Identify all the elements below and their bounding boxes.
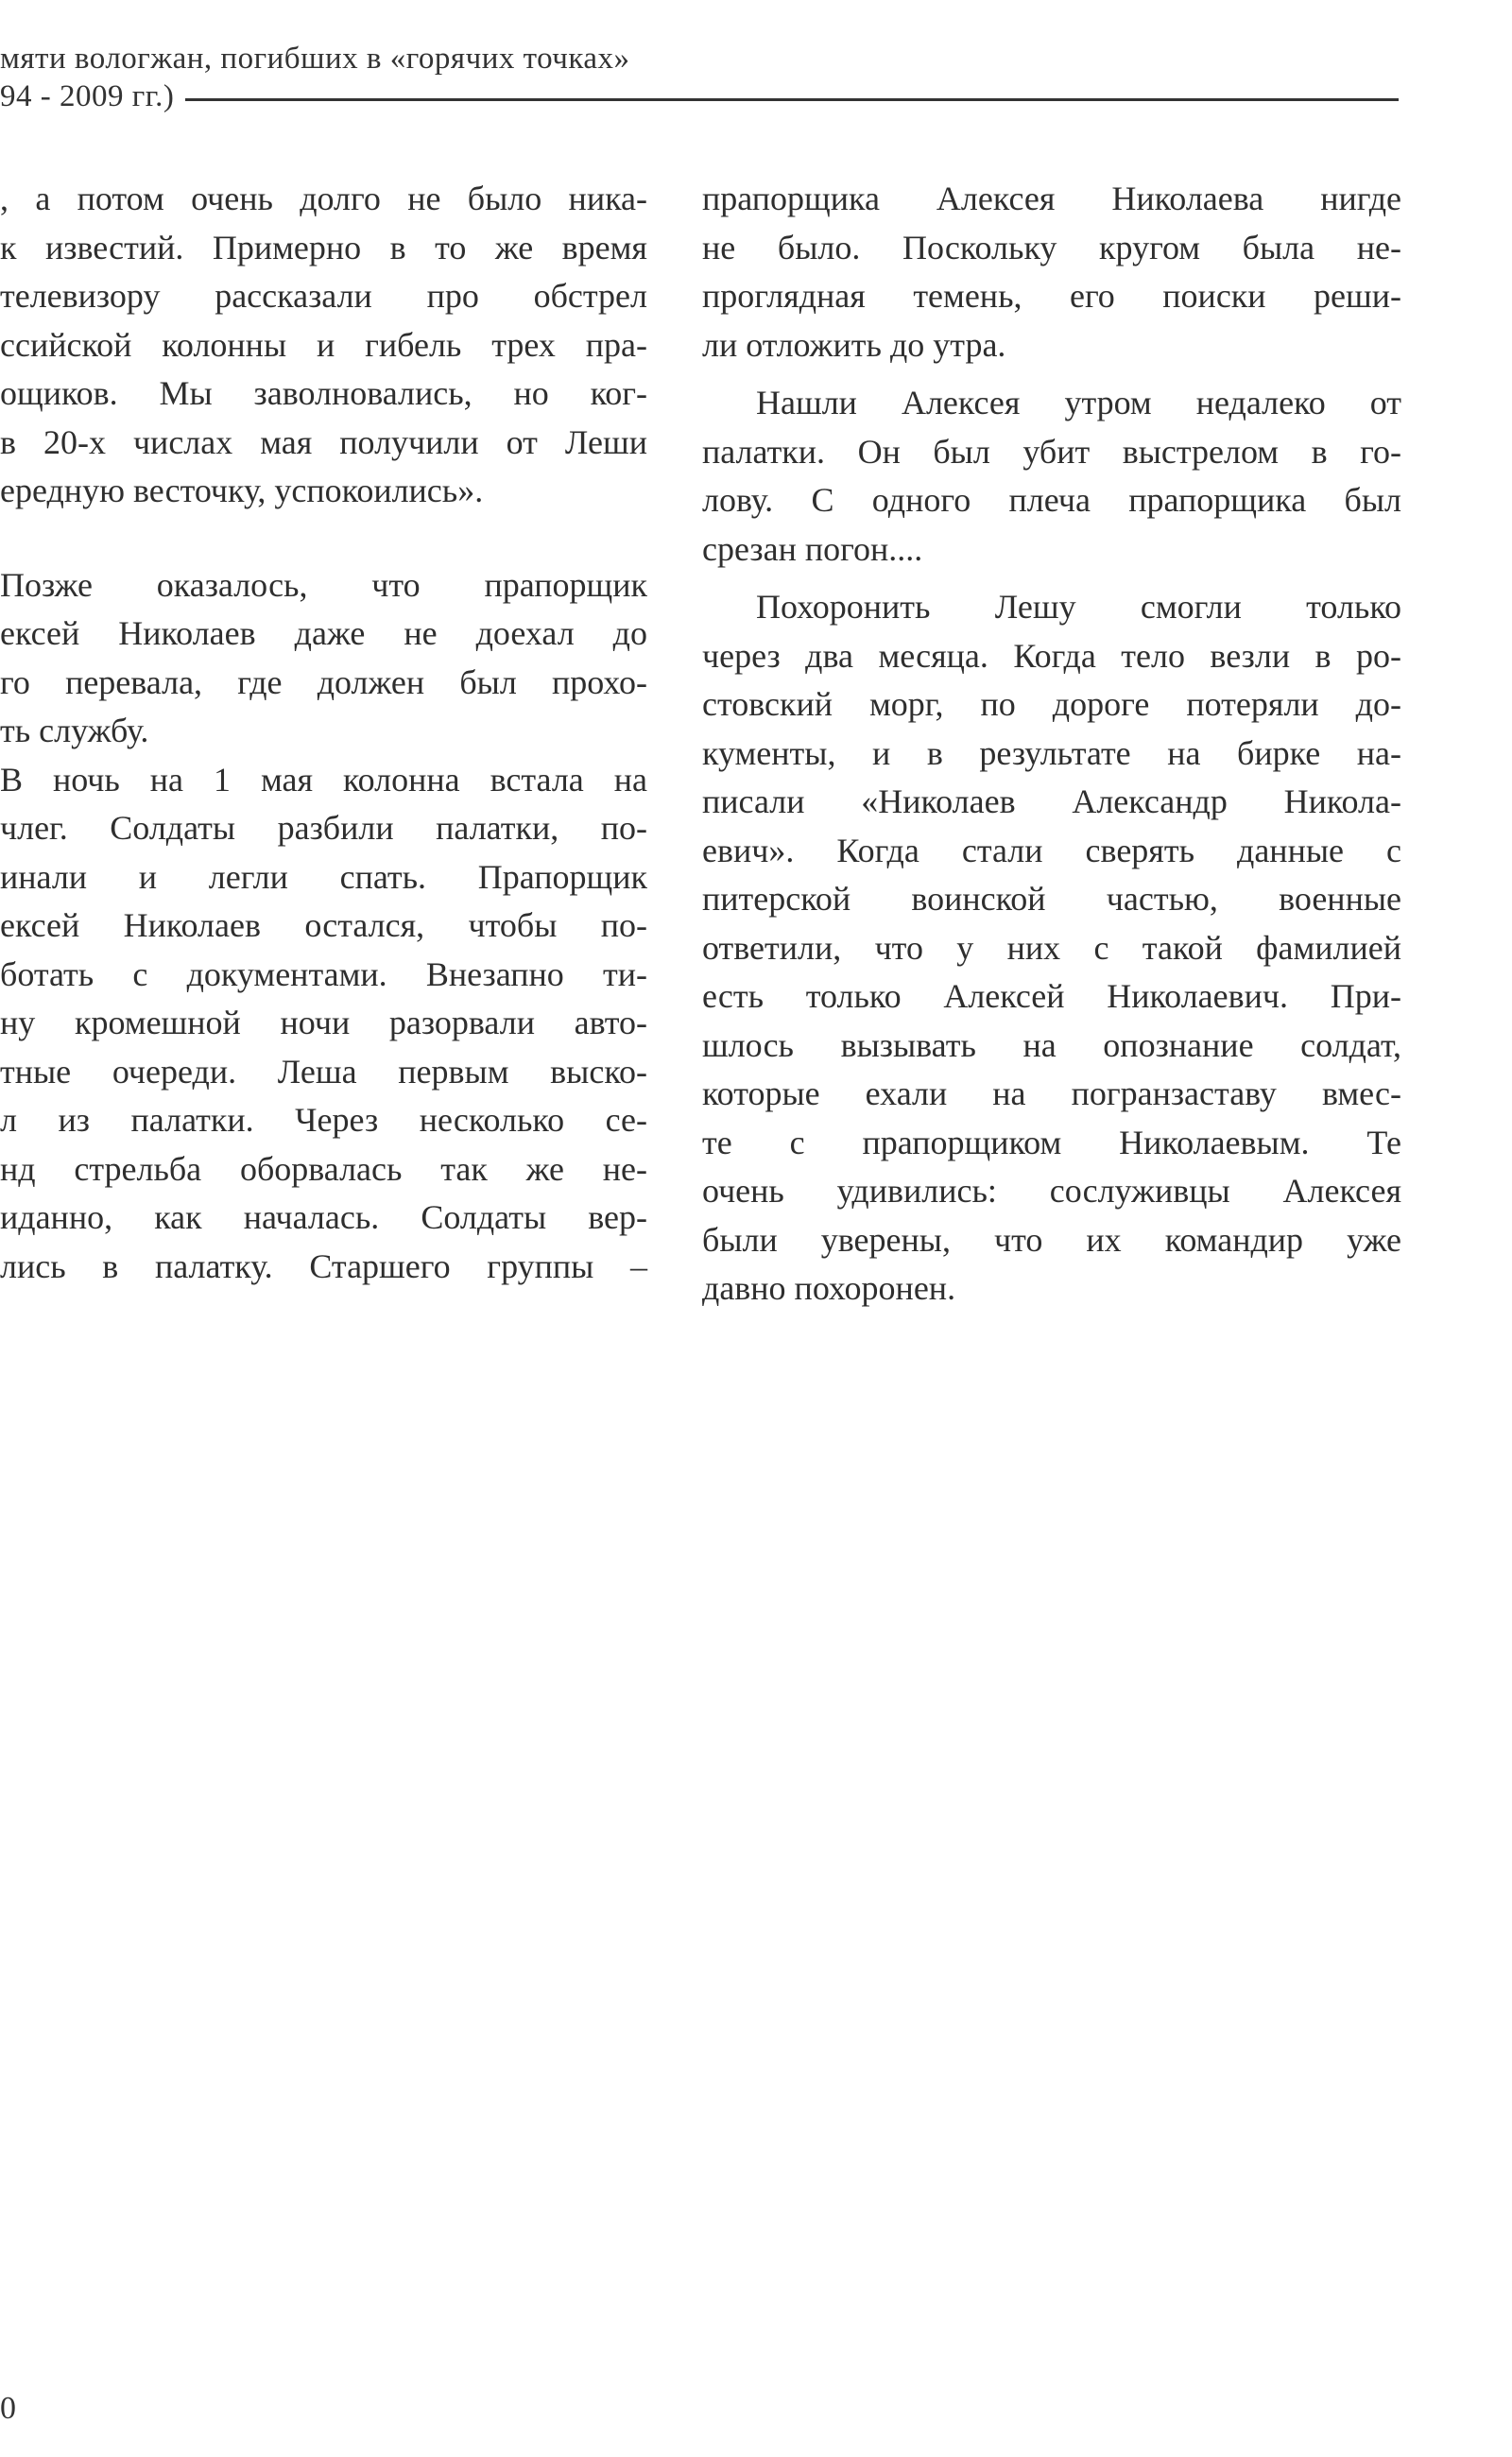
page-number: 0 <box>0 2391 16 2426</box>
text-line: в 20-х числах мая получили от Леши <box>0 422 647 461</box>
paragraph-gap <box>0 527 647 539</box>
right-column <box>702 175 1401 1314</box>
text-line: есть только Алексей Николаевич. При- <box>702 977 1401 1015</box>
text-line: давно похоронен. <box>702 1269 956 1307</box>
text-line: ередную весточку, успокоились». <box>0 472 484 509</box>
text-line: ботать с документами. Внезапно ти- <box>0 954 647 993</box>
text-line: ли отложить до утра. <box>702 325 1006 364</box>
text-line: ответили, что у них с такой фамилией <box>702 928 1401 967</box>
text-line: В ночь на 1 мая колонна встала на <box>0 760 647 799</box>
text-line: очень удивились: сослуживцы Алексея <box>702 1172 1401 1210</box>
text-line: телевизору рассказали про обстрел <box>0 277 647 315</box>
text-line: , а потом очень долго не было ника- <box>0 180 647 217</box>
text-line: ексей Николаев остался, чтобы по- <box>0 906 647 944</box>
text-line: палатки. Он был убит выстрелом в го- <box>702 432 1401 471</box>
text-line: были уверены, что их командир уже <box>702 1220 1401 1259</box>
running-header <box>0 40 1399 115</box>
right-paragraph-2 <box>702 379 1401 574</box>
text-line: ощиков. Мы заволновались, но ког- <box>0 374 647 412</box>
text-line: питерской воинской частью, военные <box>702 880 1401 918</box>
text-line: ексей Николаев даже не доехал до <box>0 614 647 652</box>
text-line: через два месяца. Когда тело везли в ро- <box>702 636 1401 675</box>
text-line: к известий. Примерно в то же время <box>0 228 647 266</box>
paragraph-gap <box>702 574 1401 583</box>
text-line: ть службу. <box>0 712 149 749</box>
right-paragraph-3 <box>702 583 1401 1314</box>
text-line: лись в палатку. Старшего группы – <box>0 1246 647 1285</box>
text-line: го перевала, где должен был прохо- <box>0 662 647 701</box>
text-line: прапорщика Алексея Николаева нигде <box>702 180 1401 217</box>
header-rule <box>185 98 1399 101</box>
left-paragraph-1 <box>0 175 647 516</box>
text-line: л из палатки. Через несколько се- <box>0 1101 647 1139</box>
left-paragraph-2 <box>0 561 647 756</box>
text-line: срезан погон.... <box>702 529 923 568</box>
right-paragraph-1 <box>702 175 1401 369</box>
text-line: тные очереди. Леша первым выско- <box>0 1052 647 1091</box>
paragraph-gap <box>702 369 1401 379</box>
text-line: Позже оказалось, что прапорщик <box>0 565 647 604</box>
left-column <box>0 175 647 1291</box>
paragraph-gap <box>0 516 647 527</box>
header-subtitle-row <box>0 77 1399 115</box>
header-title: мяти вологжан, погибших в «горячих точках» <box>0 42 630 76</box>
text-line: которые ехали на погранзаставу вмес- <box>702 1074 1401 1112</box>
text-line: члег. Солдаты разбили палатки, по- <box>0 809 647 847</box>
text-line: ссийской колонны и гибель трех пра- <box>0 325 647 364</box>
text-line: ну кромешной ночи разорвали авто- <box>0 1004 647 1041</box>
text-line: писали «Николаев Александр Никола- <box>702 782 1401 820</box>
text-line: стовский морг, по дороге потеряли до- <box>702 685 1401 723</box>
text-line: нд стрельба оборвалась так же не- <box>0 1149 647 1188</box>
text-line: инали и легли спать. Прапорщик <box>0 857 647 896</box>
text-line: Похоронить Лешу смогли только <box>756 588 1401 626</box>
text-line: проглядная темень, его поиски реши- <box>702 277 1401 315</box>
header-years: 94 - 2009 гг.) <box>0 79 175 113</box>
text-line: те с прапорщиком Николаевым. Те <box>702 1123 1401 1161</box>
text-line: лову. С одного плеча прапорщика был <box>702 481 1401 519</box>
paragraph-gap <box>0 550 647 561</box>
text-line: Нашли Алексея утром недалеко от <box>756 384 1401 421</box>
left-paragraph-3 <box>0 756 647 1292</box>
text-line: иданно, как началась. Солдаты вер- <box>0 1198 647 1236</box>
text-line: кументы, и в результате на бирке на- <box>702 733 1401 772</box>
paragraph-gap <box>0 539 647 550</box>
text-line: не было. Поскольку кругом была не- <box>702 228 1401 266</box>
text-line: шлось вызывать на опознание солдат, <box>702 1025 1401 1064</box>
text-line: евич». Когда стали сверять данные с <box>702 831 1401 869</box>
